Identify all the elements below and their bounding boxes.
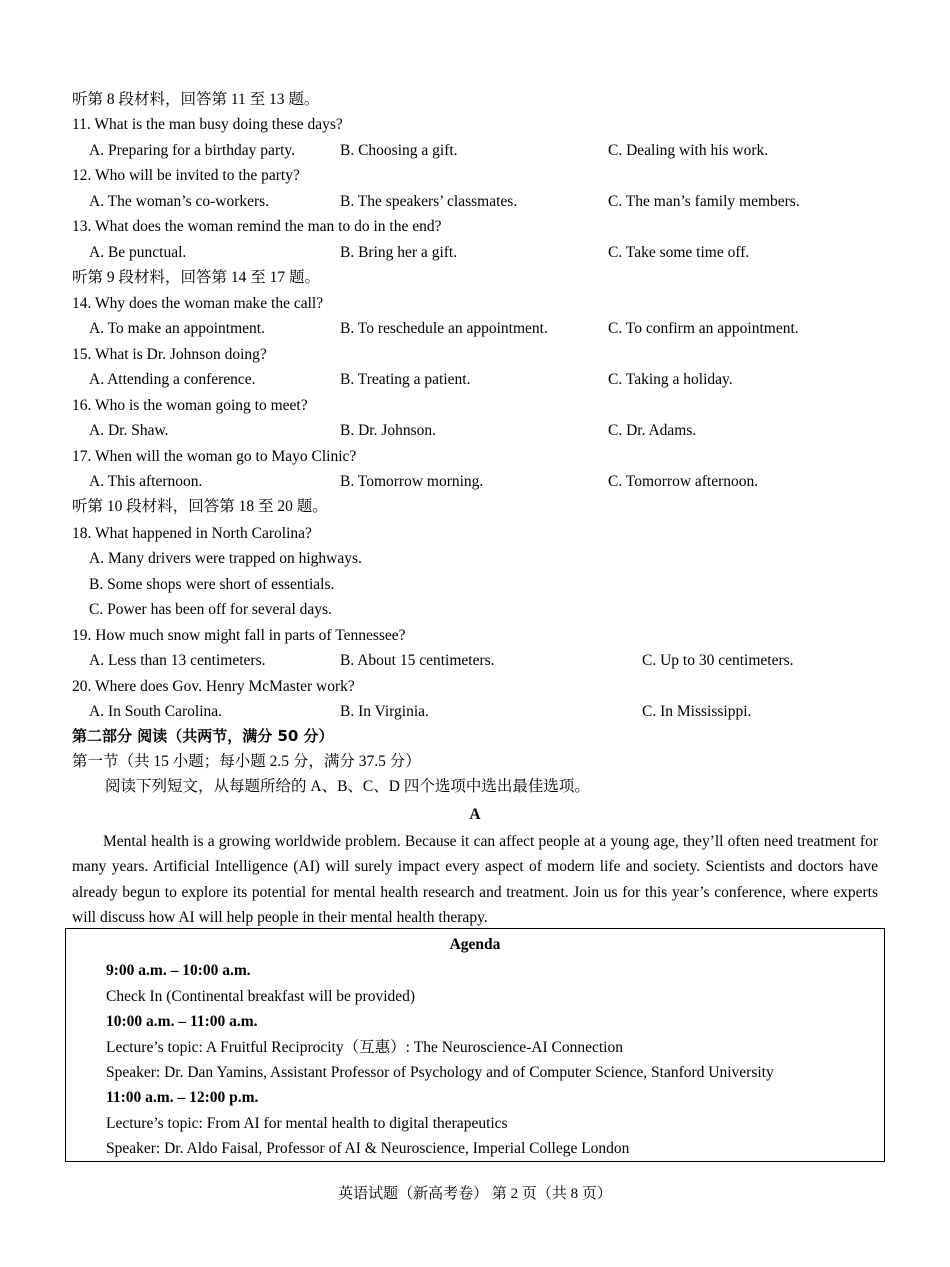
- question-12-stem: 12. Who will be invited to the party?: [72, 167, 300, 184]
- agenda-time-3: 11:00 a.m. – 12:00 p.m.: [106, 1089, 259, 1106]
- question-18-option-c: C. Power has been off for several days.: [89, 601, 332, 618]
- question-16-stem: 16. Who is the woman going to meet?: [72, 397, 308, 414]
- question-19-options: [0, 651, 950, 671]
- option-a: A. In South Carolina.: [89, 703, 223, 720]
- section-8-instruction: 听第 8 段材料，回答第 11 至 13 题。: [72, 91, 320, 108]
- question-18-option-a: A. Many drivers were trapped on highways.: [89, 550, 362, 567]
- question-18-option-b: B. Some shops were short of essentials.: [89, 576, 335, 593]
- question-15-options: [0, 370, 950, 390]
- option-b: B. Bring her a gift.: [340, 244, 458, 261]
- option-c: C. Up to 30 centimeters.: [642, 652, 794, 669]
- question-14-stem: 14. Why does the woman make the call?: [72, 295, 324, 312]
- option-c: C. Dealing with his work.: [608, 142, 769, 159]
- page-footer: 英语试题（新高考卷） 第 2 页（共 8 页）: [338, 1186, 612, 1202]
- option-b: B. About 15 centimeters.: [340, 652, 495, 669]
- question-15-stem: 15. What is Dr. Johnson doing?: [72, 346, 267, 363]
- agenda-time-2: 10:00 a.m. – 11:00 a.m.: [106, 1013, 258, 1030]
- option-a: A. Less than 13 centimeters.: [89, 652, 266, 669]
- question-20-options: [0, 702, 950, 722]
- agenda-box: [65, 928, 885, 1162]
- option-a: A. The woman’s co-workers.: [89, 193, 270, 210]
- option-c: C. The man’s family members.: [608, 193, 800, 210]
- section-one-heading: 第一节（共 15 小题；每小题 2.5 分，满分 37.5 分）: [72, 753, 421, 770]
- option-b: B. Tomorrow morning.: [340, 473, 484, 490]
- question-17-options: [0, 472, 950, 492]
- option-b: B. Choosing a gift.: [340, 142, 458, 159]
- reading-instruction: 阅读下列短文，从每题所给的 A、B、C、D 四个选项中选出最佳选项。: [105, 778, 590, 795]
- question-12-options: [0, 192, 950, 212]
- agenda-item-1: Check In (Continental breakfast will be provided): [106, 988, 416, 1005]
- question-11-stem: 11. What is the man busy doing these days?: [72, 116, 343, 133]
- question-20-stem: 20. Where does Gov. Henry McMaster work?: [72, 678, 355, 695]
- option-b: B. To reschedule an appointment.: [340, 320, 548, 337]
- agenda-title: Agenda: [449, 936, 501, 953]
- question-13-stem: 13. What does the woman remind the man to do in the end?: [72, 218, 442, 235]
- option-c: C. Dr. Adams.: [608, 422, 697, 439]
- question-16-options: [0, 421, 950, 441]
- option-c: C. To confirm an appointment.: [608, 320, 799, 337]
- section-10-instruction: 听第 10 段材料，回答第 18 至 20 题。: [72, 498, 328, 515]
- passage-paragraph: Mental health is a growing worldwide problem. Because it can affect people at a young age, they’ll often need treatment for many years. Artificial Intelligence (AI) will surely impact every aspect of modern life and society. Scientists and doctors have already begun to explore its potential for mental health research and treatment. Join us for this year’s conference, where experts will discuss how AI will help people in their mental health therapy.: [72, 833, 878, 926]
- question-11-options: [0, 141, 950, 161]
- option-a: A. To make an appointment.: [89, 320, 265, 337]
- option-a: A. This afternoon.: [89, 473, 203, 490]
- question-18-stem: 18. What happened in North Carolina?: [72, 525, 312, 542]
- agenda-topic-3: Lecture’s topic: From AI for mental health to digital therapeutics: [106, 1115, 508, 1132]
- option-b: B. The speakers’ classmates.: [340, 193, 518, 210]
- part-two-heading: 第二部分 阅读（共两节，满分 50 分）: [72, 727, 334, 745]
- option-a: A. Be punctual.: [89, 244, 187, 261]
- agenda-speaker-3: Speaker: Dr. Aldo Faisal, Professor of AI & Neuroscience, Imperial College London: [106, 1140, 630, 1157]
- question-19-stem: 19. How much snow might fall in parts of Tennessee?: [72, 627, 406, 644]
- option-c: C. Take some time off.: [608, 244, 750, 261]
- agenda-topic-2: Lecture’s topic: A Fruitful Reciprocity（互惠）: The Neuroscience-AI Connection: [106, 1039, 623, 1056]
- option-c: C. In Mississippi.: [642, 703, 752, 720]
- agenda-speaker-2: Speaker: Dr. Dan Yamins, Assistant Professor of Psychology and of Computer Science, Stanford University: [106, 1064, 774, 1081]
- option-a: A. Attending a conference.: [89, 371, 256, 388]
- option-b: B. Treating a patient.: [340, 371, 471, 388]
- passage-label: A: [469, 806, 481, 823]
- option-a: A. Preparing for a birthday party.: [89, 142, 296, 159]
- option-b: B. In Virginia.: [340, 703, 429, 720]
- question-17-stem: 17. When will the woman go to Mayo Clinic?: [72, 448, 357, 465]
- option-b: B. Dr. Johnson.: [340, 422, 437, 439]
- option-c: C. Tomorrow afternoon.: [608, 473, 759, 490]
- question-14-options: [0, 319, 950, 339]
- question-13-options: [0, 243, 950, 263]
- option-c: C. Taking a holiday.: [608, 371, 733, 388]
- option-a: A. Dr. Shaw.: [89, 422, 169, 439]
- section-9-instruction: 听第 9 段材料，回答第 14 至 17 题。: [72, 269, 321, 286]
- agenda-time-1: 9:00 a.m. – 10:00 a.m.: [106, 962, 251, 979]
